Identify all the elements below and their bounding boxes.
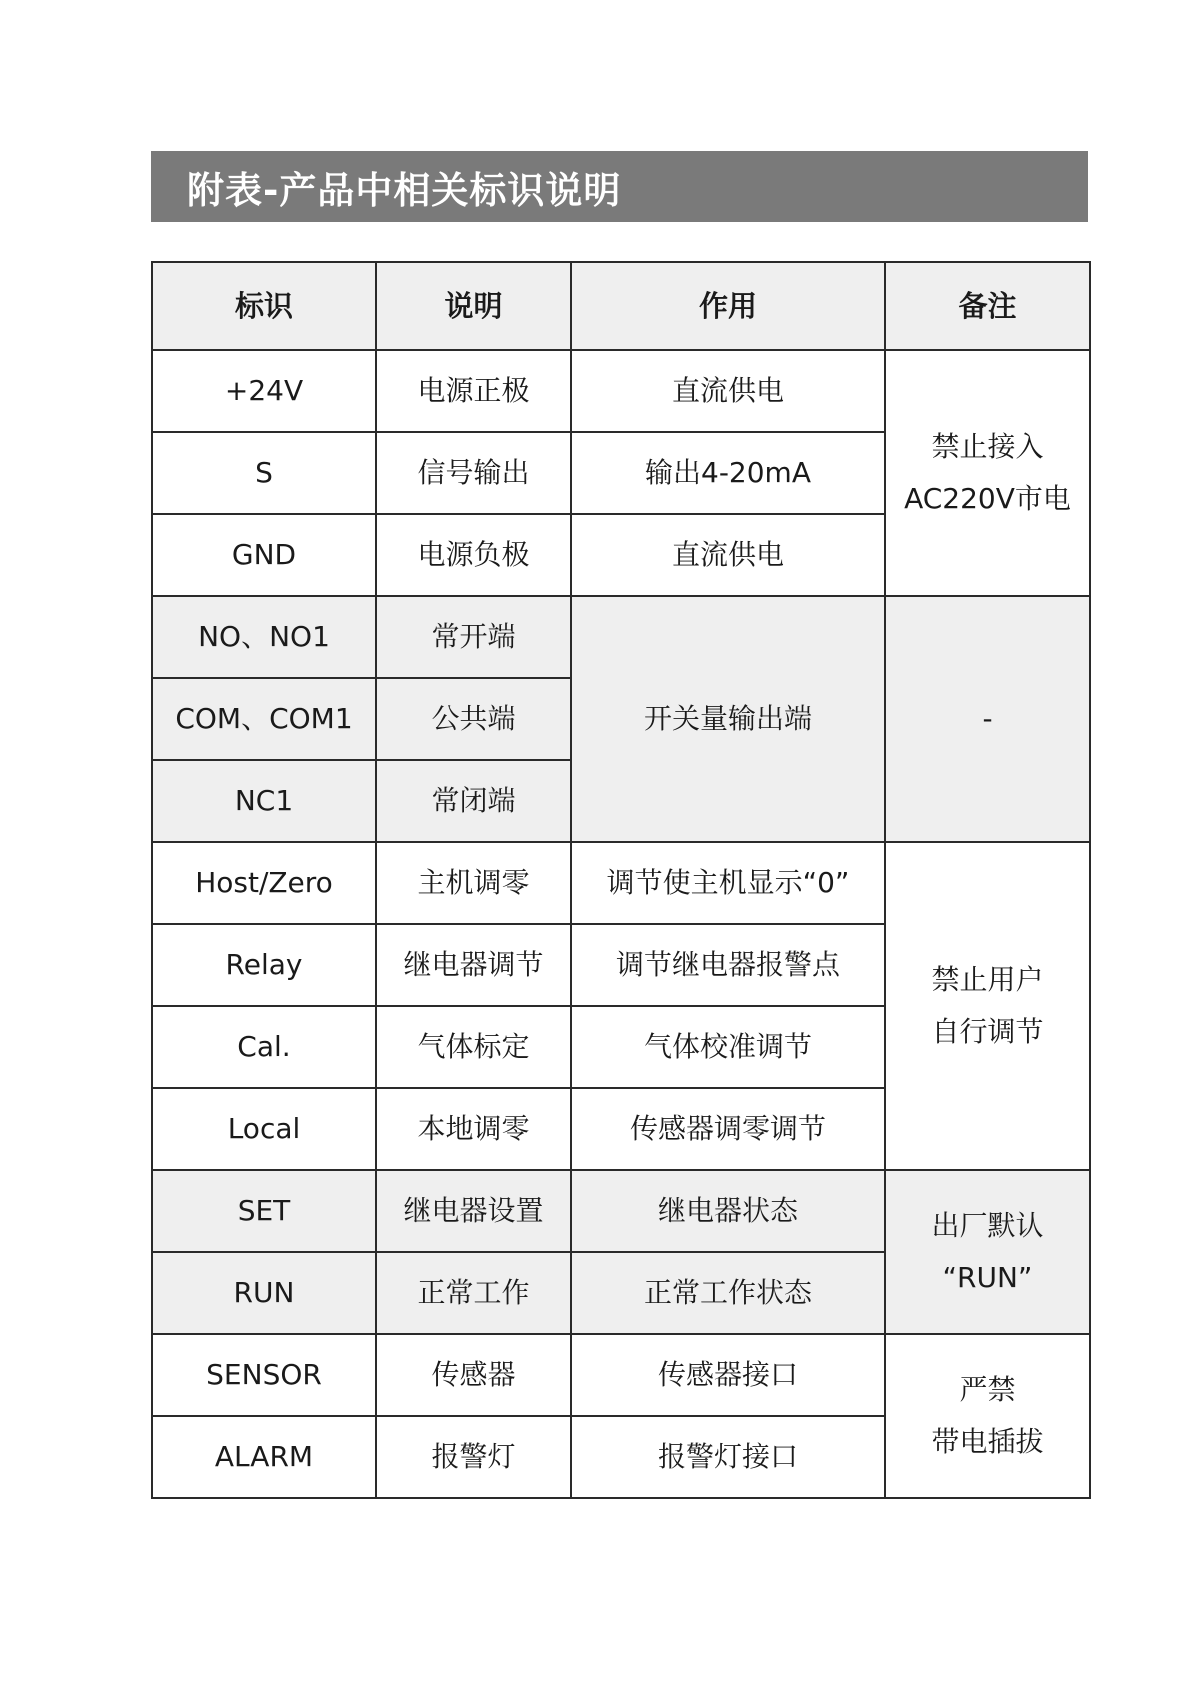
cell-desc: 传感器 xyxy=(376,1334,571,1416)
cell-desc: 主机调零 xyxy=(376,842,571,924)
cell-desc: 正常工作 xyxy=(376,1252,571,1334)
cell-mark: COM、COM1 xyxy=(152,678,376,760)
cell-note-power xyxy=(885,350,1090,596)
note-power-text: 禁止接入 AC220V市电 xyxy=(904,430,1071,515)
table-row xyxy=(152,842,1090,924)
cell-func: 继电器状态 xyxy=(571,1170,885,1252)
cell-desc: 报警灯 xyxy=(376,1416,571,1498)
header-mark: 标识 xyxy=(152,262,376,350)
cell-note-switch: - xyxy=(885,596,1090,842)
cell-mark: S xyxy=(152,432,376,514)
page-title: 附表-产品中相关标识说明 xyxy=(151,151,1088,222)
cell-desc: 继电器调节 xyxy=(376,924,571,1006)
cell-mark: +24V xyxy=(152,350,376,432)
cell-desc: 常闭端 xyxy=(376,760,571,842)
note-factory-text: 出厂默认 “RUN” xyxy=(931,1209,1044,1294)
header-note: 备注 xyxy=(885,262,1090,350)
cell-mark: RUN xyxy=(152,1252,376,1334)
table-row xyxy=(152,596,1090,678)
cell-func: 调节继电器报警点 xyxy=(571,924,885,1006)
cell-func: 报警灯接口 xyxy=(571,1416,885,1498)
cell-func: 传感器接口 xyxy=(571,1334,885,1416)
cell-desc: 气体标定 xyxy=(376,1006,571,1088)
cell-desc: 公共端 xyxy=(376,678,571,760)
cell-func: 输出4-20mA xyxy=(571,432,885,514)
cell-func: 气体校准调节 xyxy=(571,1006,885,1088)
cell-mark: Relay xyxy=(152,924,376,1006)
cell-desc: 信号输出 xyxy=(376,432,571,514)
cell-func: 直流供电 xyxy=(571,350,885,432)
cell-desc: 电源正极 xyxy=(376,350,571,432)
cell-func: 正常工作状态 xyxy=(571,1252,885,1334)
cell-mark: GND xyxy=(152,514,376,596)
note-plug-text: 严禁 带电插拔 xyxy=(931,1373,1044,1458)
cell-note-plug xyxy=(885,1334,1090,1498)
cell-func: 直流供电 xyxy=(571,514,885,596)
note-adjust-text: 禁止用户 自行调节 xyxy=(931,963,1044,1048)
table-row xyxy=(152,1170,1090,1252)
header-func: 作用 xyxy=(571,262,885,350)
cell-mark: Local xyxy=(152,1088,376,1170)
cell-mark: SET xyxy=(152,1170,376,1252)
identifier-table xyxy=(151,261,1091,1499)
header-desc: 说明 xyxy=(376,262,571,350)
cell-mark: NC1 xyxy=(152,760,376,842)
cell-func: 调节使主机显示“0” xyxy=(571,842,885,924)
cell-desc: 常开端 xyxy=(376,596,571,678)
cell-mark: Host/Zero xyxy=(152,842,376,924)
cell-mark: ALARM xyxy=(152,1416,376,1498)
cell-func: 传感器调零调节 xyxy=(571,1088,885,1170)
cell-mark: SENSOR xyxy=(152,1334,376,1416)
cell-desc: 电源负极 xyxy=(376,514,571,596)
cell-note-adjust xyxy=(885,842,1090,1170)
cell-mark: NO、NO1 xyxy=(152,596,376,678)
table-row xyxy=(152,350,1090,432)
cell-note-factory xyxy=(885,1170,1090,1334)
cell-desc: 本地调零 xyxy=(376,1088,571,1170)
cell-mark: Cal. xyxy=(152,1006,376,1088)
cell-desc: 继电器设置 xyxy=(376,1170,571,1252)
cell-func-switch: 开关量输出端 xyxy=(571,596,885,842)
table-header-row xyxy=(152,262,1090,350)
table-row xyxy=(152,1334,1090,1416)
